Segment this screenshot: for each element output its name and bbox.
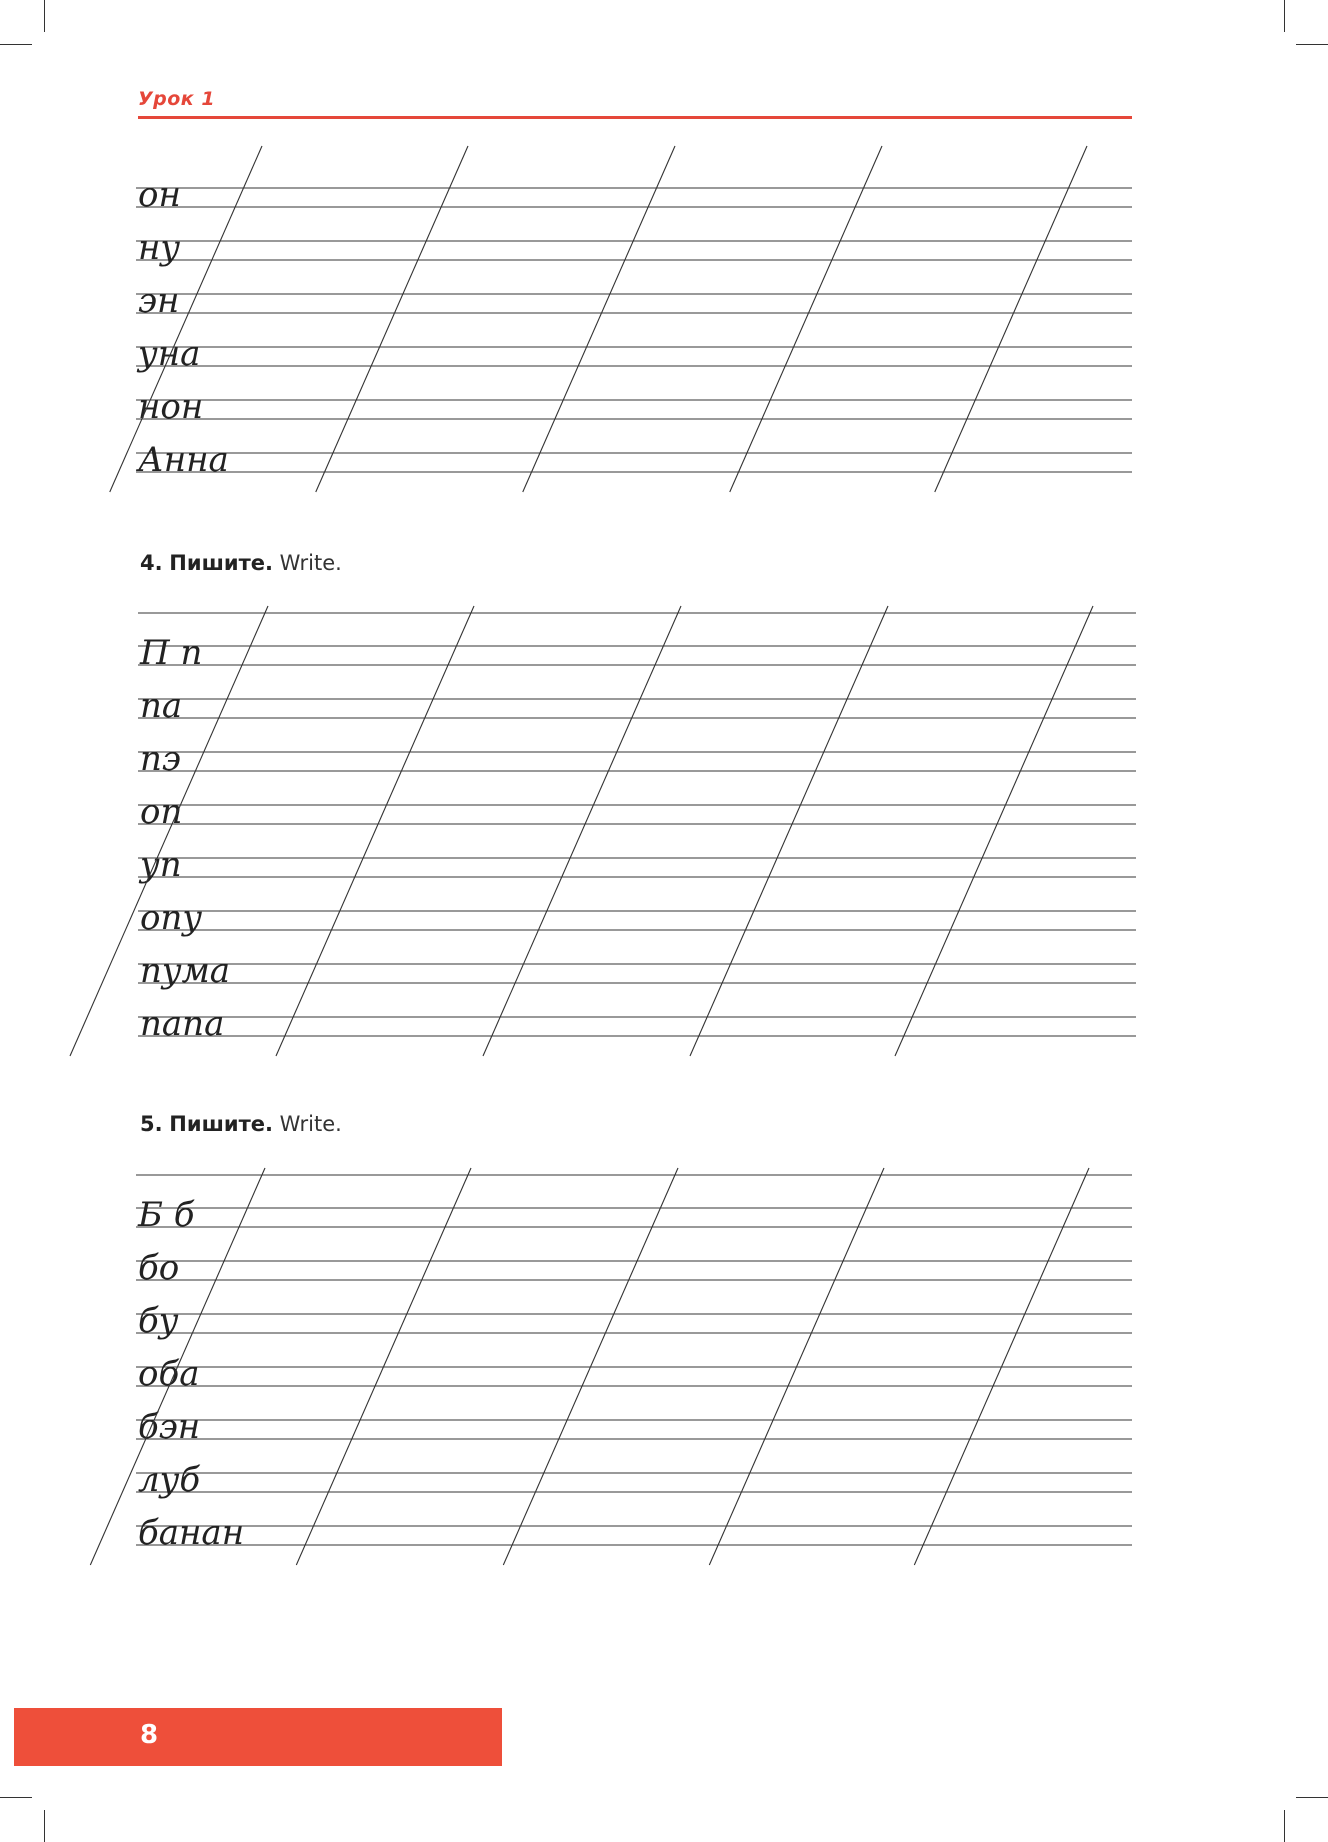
cursive-sample-word: опу: [140, 898, 203, 938]
cursive-sample-word: уна: [138, 334, 201, 374]
exercise-4-heading: [140, 551, 342, 575]
slant-guide-line: [276, 606, 474, 1056]
cursive-sample-word: бу: [138, 1301, 179, 1341]
crop-mark: [0, 44, 32, 45]
exercise-4-number: 4.: [140, 551, 163, 575]
page-number: 8: [140, 1720, 159, 1750]
cursive-sample-word: бо: [138, 1248, 180, 1288]
crop-mark: [44, 0, 45, 32]
cursive-sample-word: П п: [140, 633, 203, 673]
crop-mark: [1296, 1797, 1328, 1798]
cursive-sample-word: Анна: [138, 440, 229, 480]
crop-mark: [1284, 0, 1285, 32]
slant-guide-line: [935, 146, 1087, 492]
slant-guide-line: [483, 606, 681, 1056]
handwriting-block-2: [0, 600, 1328, 1060]
cursive-sample-word: бэн: [138, 1407, 201, 1447]
cursive-sample-word: папа: [140, 1004, 225, 1044]
cursive-sample-word: пэ: [140, 739, 181, 779]
cursive-sample-word: уп: [140, 845, 182, 885]
exercise-5-instruction: Пишите.: [169, 1112, 273, 1136]
cursive-sample-word: ну: [138, 228, 181, 268]
crop-mark: [0, 1797, 32, 1798]
cursive-sample-word: Б б: [138, 1195, 195, 1235]
slant-guide-line: [690, 606, 888, 1056]
lesson-rule: [138, 116, 1132, 119]
exercise-4-translation: Write.: [279, 551, 342, 575]
lesson-title: Урок 1: [138, 88, 216, 110]
exercise-5-translation: Write.: [279, 1112, 342, 1136]
slant-guide-line: [895, 606, 1093, 1056]
cursive-sample-word: луб: [138, 1460, 201, 1500]
cursive-sample-word: банан: [138, 1513, 245, 1553]
cursive-sample-word: оба: [138, 1354, 200, 1394]
cursive-sample-word: пума: [140, 951, 231, 991]
cursive-sample-word: он: [138, 175, 181, 215]
cursive-sample-word: оп: [140, 792, 183, 832]
page-number-bar: [14, 1708, 502, 1766]
cursive-sample-word: эн: [138, 281, 180, 321]
crop-mark: [1284, 1810, 1285, 1842]
slant-guide-line: [523, 146, 675, 492]
exercise-4-instruction: Пишите.: [169, 551, 273, 575]
slant-guide-line: [316, 146, 468, 492]
cursive-sample-word: нон: [138, 387, 204, 427]
crop-mark: [1296, 44, 1328, 45]
handwriting-block-3: [0, 1162, 1328, 1569]
exercise-5-number: 5.: [140, 1112, 163, 1136]
slant-guide-line: [730, 146, 882, 492]
handwriting-block-1: [0, 140, 1328, 496]
exercise-5-heading: [140, 1112, 342, 1136]
crop-mark: [44, 1810, 45, 1842]
cursive-sample-word: па: [140, 686, 183, 726]
